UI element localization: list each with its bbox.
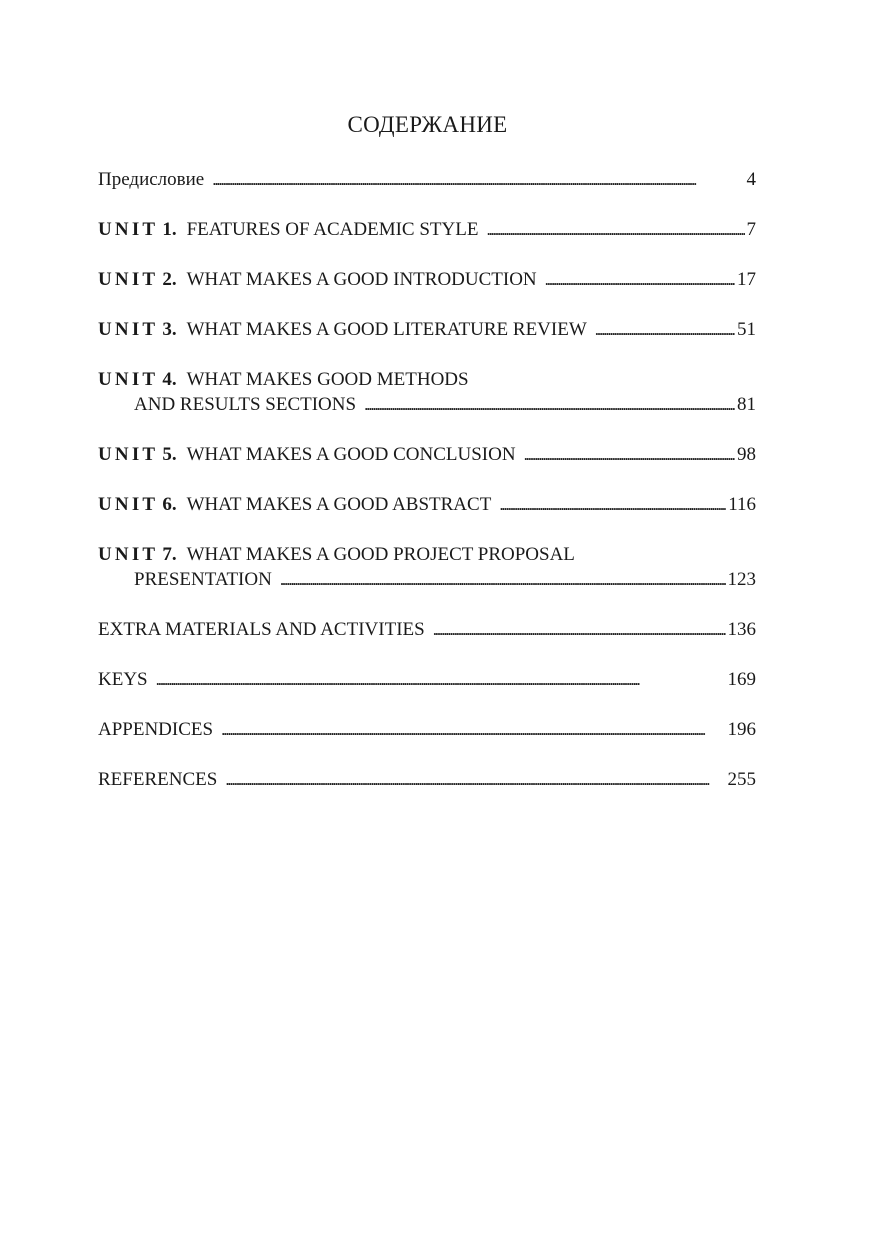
toc-entry-title: WHAT MAKES A GOOD LITERATURE REVIEW [186, 319, 587, 340]
toc-entry [98, 667, 756, 692]
toc-entry-title: PRESENTATION [134, 569, 272, 590]
toc-entry [98, 717, 756, 742]
toc-entry-line [98, 717, 756, 742]
toc-entry [98, 492, 756, 517]
toc-entry-title: WHAT MAKES A GOOD CONCLUSION [186, 444, 516, 465]
toc-entry-title: WHAT MAKES GOOD METHODS [186, 369, 469, 390]
toc-entry [98, 767, 756, 792]
unit-label: UNIT [98, 444, 159, 465]
unit-number: 7. [162, 544, 177, 565]
toc-entry-title: REFERENCES [98, 769, 218, 790]
toc-entry-line [98, 267, 756, 292]
toc-entry-line [98, 217, 756, 242]
toc-entry-line [98, 667, 756, 692]
unit-number: 5. [162, 444, 177, 465]
toc-entry [98, 217, 756, 242]
unit-number: 2. [162, 269, 177, 290]
toc-entry-title: FEATURES OF ACADEMIC STYLE [186, 219, 479, 240]
page-number: 255 [727, 769, 756, 790]
table-of-contents [98, 167, 756, 817]
dot-leader [221, 717, 725, 742]
dot-leader [545, 267, 735, 292]
dot-leader [595, 317, 735, 342]
page-number: 196 [727, 719, 756, 740]
toc-entry-title: Предисловие [98, 169, 205, 190]
unit-number: 6. [162, 494, 177, 515]
unit-label: UNIT [98, 494, 159, 515]
toc-entry-line [98, 567, 756, 592]
toc-entry-line [98, 167, 756, 192]
dot-leader [156, 667, 726, 692]
dot-leader [524, 442, 735, 467]
unit-number: 4. [162, 369, 177, 390]
dot-leader [225, 767, 725, 792]
toc-entry-line [98, 367, 756, 392]
toc-entry [98, 267, 756, 292]
toc-entry-title: AND RESULTS SECTIONS [134, 394, 357, 415]
dot-leader [499, 492, 726, 517]
unit-number: 3. [162, 319, 177, 340]
dot-leader [486, 217, 744, 242]
toc-entry-title: APPENDICES [98, 719, 214, 740]
toc-entry-line [98, 542, 756, 567]
toc-entry-title: WHAT MAKES A GOOD PROJECT PROPOSAL [186, 544, 575, 565]
unit-label: UNIT [98, 219, 159, 240]
dot-leader [364, 392, 735, 417]
page-number: 51 [737, 319, 756, 340]
page-number: 98 [737, 444, 756, 465]
toc-entry-title: EXTRA MATERIALS AND ACTIVITIES [98, 619, 425, 640]
dot-leader [212, 167, 744, 192]
unit-number: 1. [162, 219, 177, 240]
unit-label: UNIT [98, 269, 159, 290]
page-number: 7 [746, 219, 756, 240]
toc-entry-line [98, 442, 756, 467]
unit-label: UNIT [98, 544, 159, 565]
page-number: 123 [727, 569, 756, 590]
toc-entry-title: KEYS [98, 669, 148, 690]
toc-entry-title: WHAT MAKES A GOOD ABSTRACT [186, 494, 492, 515]
unit-label: UNIT [98, 319, 159, 340]
toc-entry [98, 542, 756, 592]
page-number: 17 [737, 269, 756, 290]
page-number: 136 [727, 619, 756, 640]
toc-entry [98, 442, 756, 467]
dot-leader [433, 617, 726, 642]
toc-entry [98, 367, 756, 417]
toc-entry-line [98, 317, 756, 342]
toc-entry [98, 317, 756, 342]
toc-entry-line [98, 492, 756, 517]
page-number: 4 [746, 169, 756, 190]
toc-entry [98, 167, 756, 192]
page-number: 81 [737, 394, 756, 415]
dot-leader [280, 567, 726, 592]
toc-entry [98, 617, 756, 642]
toc-title: СОДЕРЖАНИЕ [347, 112, 508, 137]
toc-entry-title: WHAT MAKES A GOOD INTRODUCTION [186, 269, 537, 290]
unit-label: UNIT [98, 369, 159, 390]
toc-entry-line [98, 767, 756, 792]
page-number: 169 [727, 669, 756, 690]
page-number: 116 [728, 494, 756, 515]
toc-entry-line [98, 617, 756, 642]
toc-entry-line [98, 392, 756, 417]
